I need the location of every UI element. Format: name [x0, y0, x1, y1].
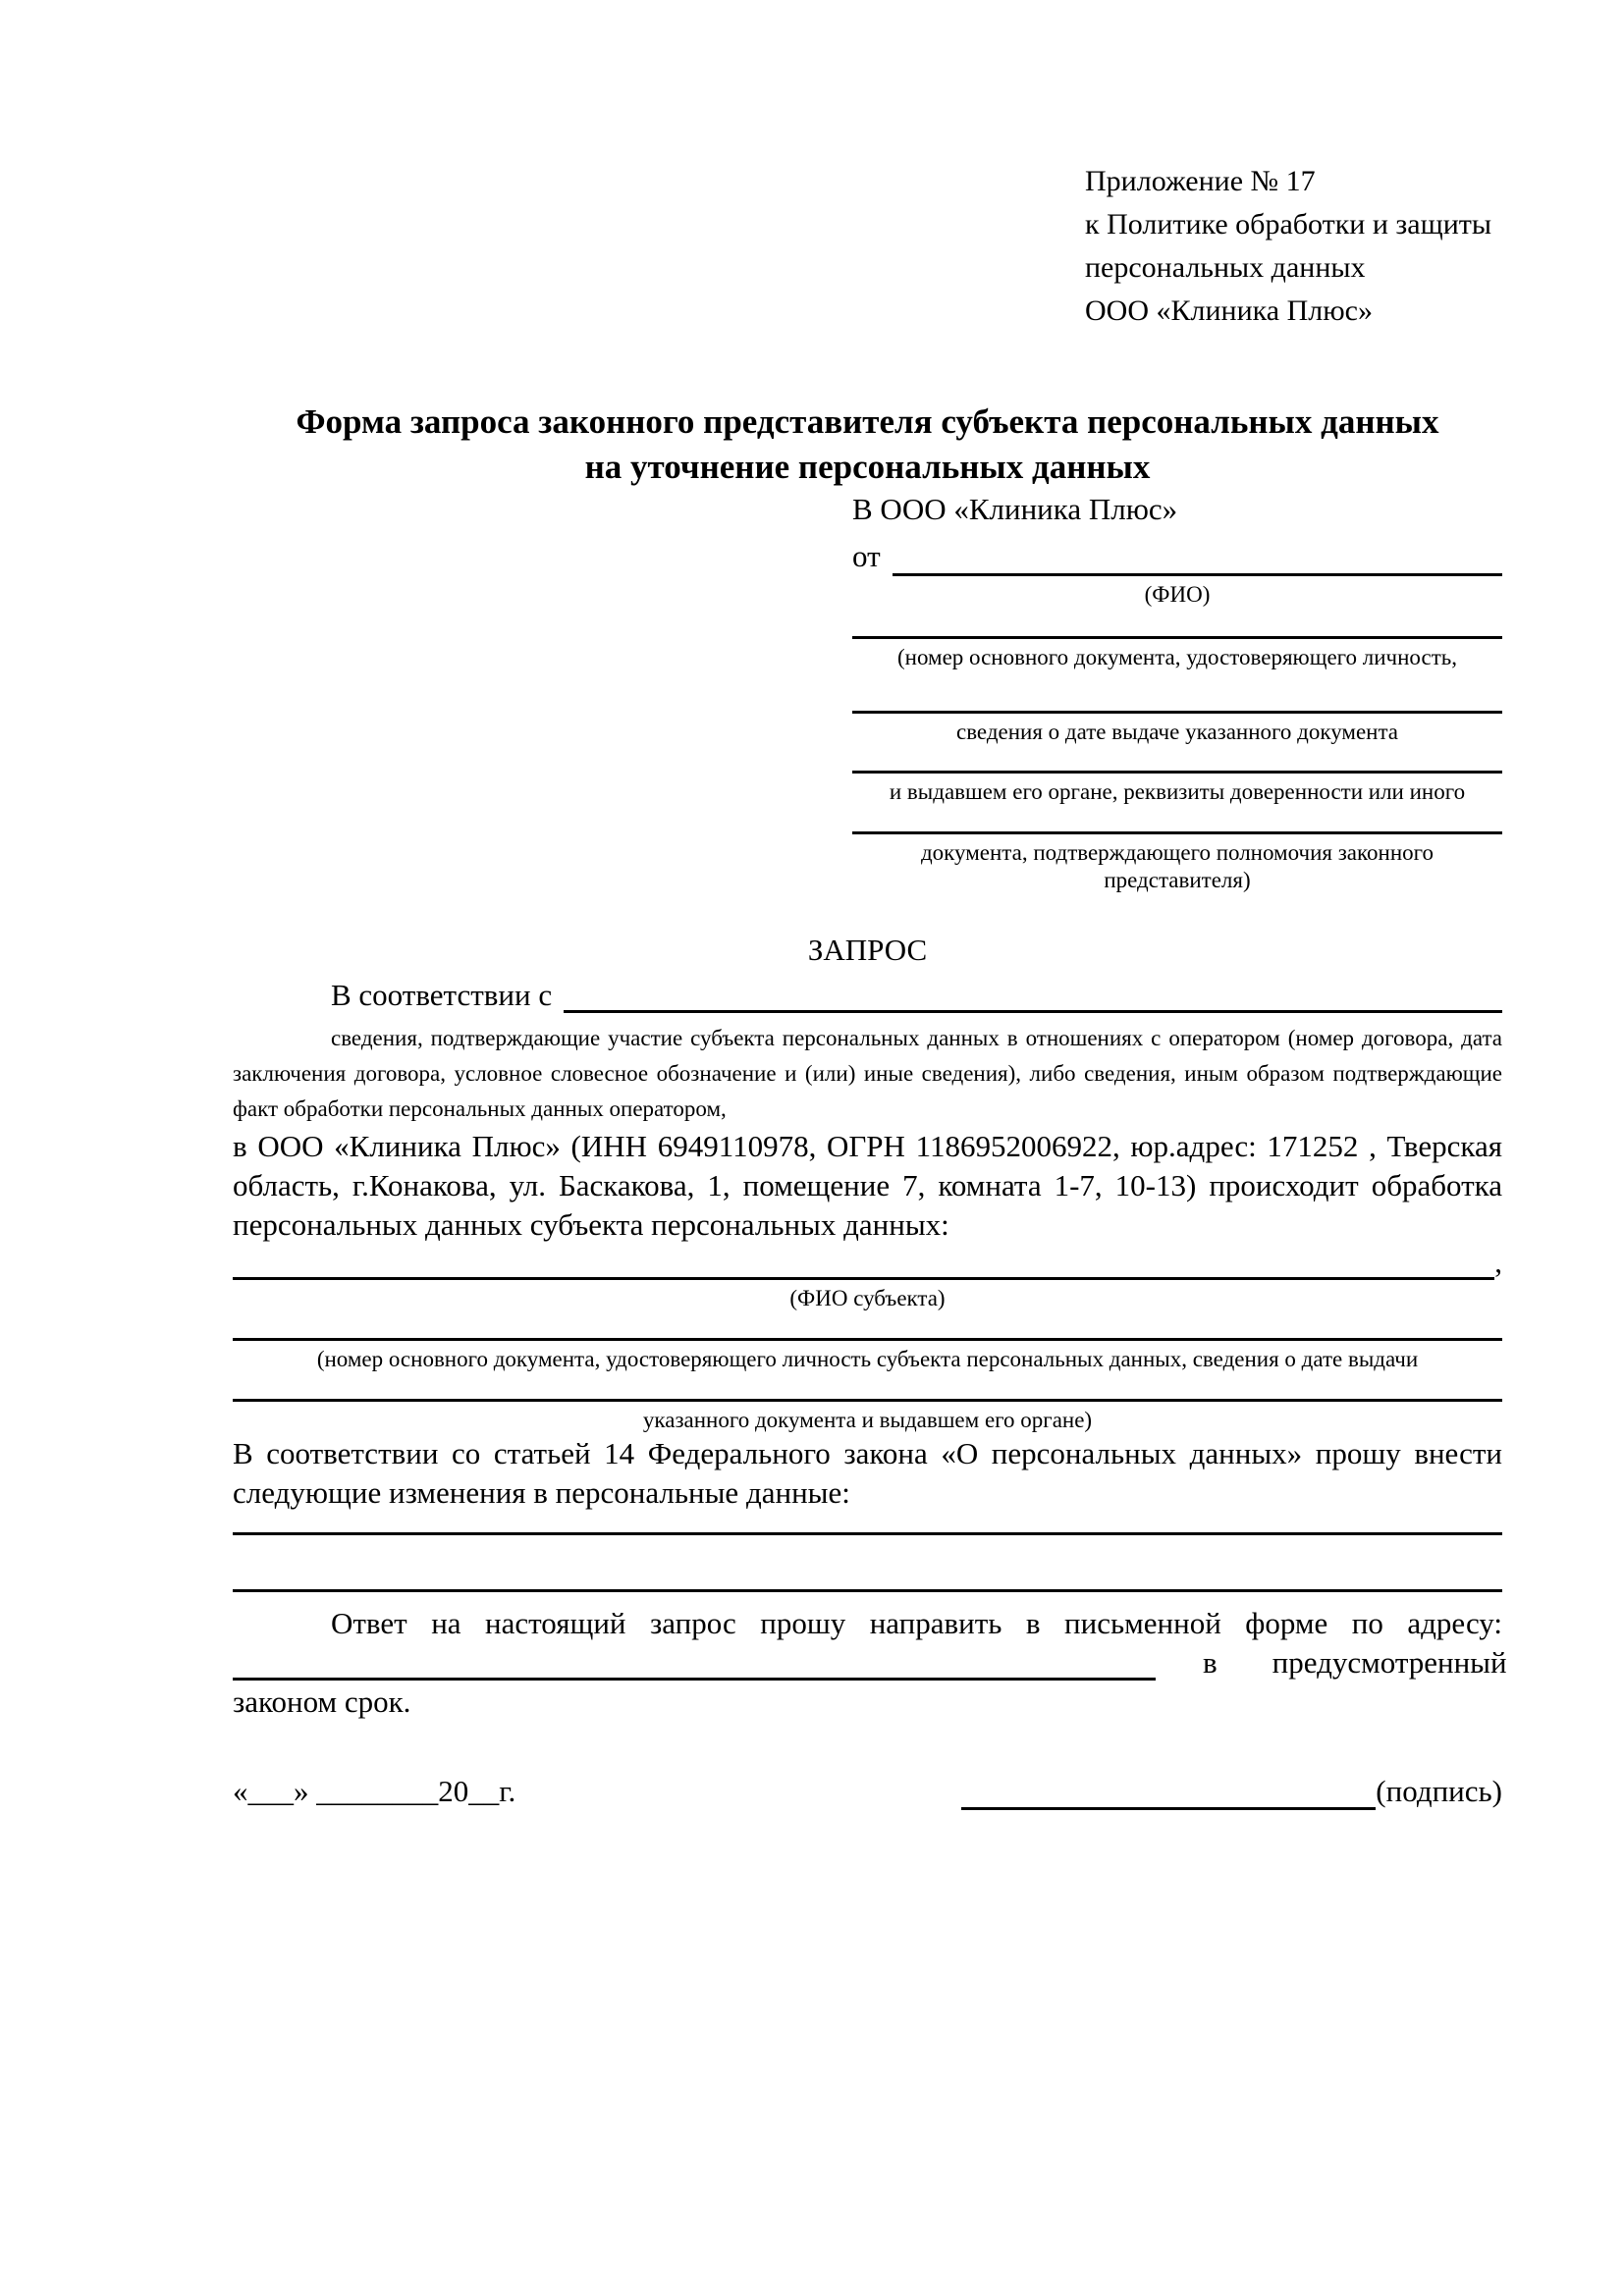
- small-print-note: сведения, подтверждающие участие субъекта персональных данных в отношениях с оператором (номер договора, дата заключения договора, условное словесное обозначение и (или) иные сведения), либо сведения, иным образом подтверждающие факт обработки персональных данных оператором,: [233, 1026, 1502, 1121]
- subject-fio-comma: ,: [1494, 1245, 1502, 1279]
- document-title-line1: Форма запроса законного представителя субъекта персональных данных: [296, 402, 1439, 441]
- address-blank-line: [233, 1640, 1156, 1681]
- appendix-line: ООО «Клиника Плюс»: [1085, 294, 1373, 327]
- response-word-1: в: [1203, 1645, 1218, 1680]
- request-heading: ЗАПРОС: [807, 933, 928, 967]
- subject-doc-caption-1: (номер основного документа, удостоверяющего личность субъекта персональных данных, сведения о дате выдачи: [316, 1347, 1419, 1371]
- operator-paragraph: в ООО «Клиника Плюс» (ИНН 6949110978, ОГРН 1186952006922, юр.адрес: 171252 , Тверская область, г.Конакова, ул. Баскакова, 1, помещение 7, комната 1-7, 10-13) происходит обработка персональных данных субъекта персональных данных:: [233, 1129, 1502, 1242]
- response-paragraph: Ответ на настоящий запрос прошу направить в письменной форме по адресу:: [331, 1606, 1502, 1640]
- changes-blank-line1: [233, 1513, 1502, 1535]
- addressee-organization: В ООО «Клиника Плюс»: [852, 492, 1178, 526]
- signature-caption: (подпись): [1376, 1774, 1502, 1808]
- signature-blank-line: [961, 1774, 1376, 1810]
- appendix-header: [1085, 160, 1502, 333]
- addressee-block: [852, 490, 1502, 894]
- address-row: [233, 1643, 1507, 1681]
- document-content: [233, 160, 1507, 1810]
- signature-area: [961, 1773, 1502, 1810]
- accordance-row: [233, 974, 1502, 1013]
- changes-blank-line2: [233, 1535, 1502, 1592]
- doc-caption-3: и выдавшем его органе, реквизиты доверенности или иного: [889, 779, 1466, 804]
- document-title: [233, 400, 1502, 490]
- doc-caption-4: документа, подтверждающего полномочия законного представителя): [920, 840, 1434, 892]
- appendix-line: персональных данных: [1085, 251, 1366, 284]
- blank-line-doc4: [852, 806, 1502, 834]
- appendix-line: к Политике обработки и защиты: [1085, 208, 1492, 240]
- subject-doc-blank-line2: [233, 1373, 1502, 1402]
- subject-fio-caption: (ФИО субъекта): [789, 1286, 946, 1310]
- subject-fio-blank-line: [233, 1257, 1494, 1280]
- doc-caption-1: (номер основного документа, удостоверяющего личность,: [896, 645, 1457, 669]
- blank-line-doc2: [852, 671, 1502, 714]
- date-signature-row: [233, 1773, 1502, 1810]
- from-blank-line: [893, 530, 1502, 576]
- date-line: «___» ________20__г.: [233, 1774, 516, 1808]
- from-row: [852, 533, 1502, 576]
- blank-line-doc1: [852, 609, 1502, 639]
- response-word-2: предусмотренный: [1272, 1645, 1507, 1680]
- accordance-blank-line: [564, 971, 1502, 1013]
- fio-caption: (ФИО): [1144, 582, 1211, 607]
- article-paragraph: В соответствии со статьей 14 Федерального закона «О персональных данных» прошу внести следующие изменения в персональные данные:: [233, 1436, 1502, 1510]
- response-tail: законом срок.: [233, 1684, 411, 1719]
- subject-doc-caption-2: указанного документа и выдавшем его органе): [642, 1408, 1093, 1432]
- from-label: от: [852, 539, 881, 573]
- subject-fio-row: [233, 1245, 1502, 1280]
- blank-line-doc3: [852, 746, 1502, 774]
- subject-doc-blank-line1: [233, 1312, 1502, 1341]
- appendix-line: Приложение № 17: [1085, 165, 1316, 197]
- doc-caption-2: сведения о дате выдаче указанного документа: [955, 720, 1399, 744]
- accordance-label: В соответствии с: [331, 978, 553, 1012]
- document-title-line2: на уточнение персональных данных: [584, 448, 1151, 486]
